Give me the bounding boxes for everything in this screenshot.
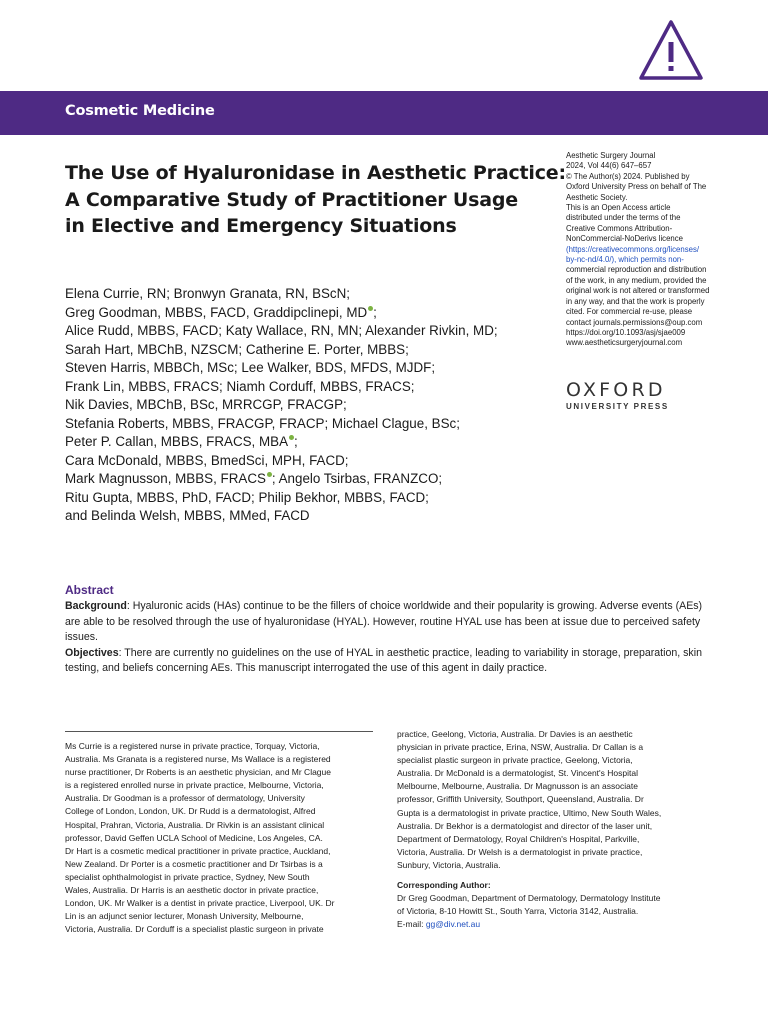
author-line: Peter P. Callan, MBBS, FRACS, MBA ;	[65, 434, 298, 449]
email-label: E-mail:	[397, 919, 426, 930]
background-text: : Hyaluronic acids (HAs) continue to be the fillers of choice worldwide and their popularity is growing. Adverse events (AEs) are able to be resolved through the use of hyaluronidase (HYAL). However, routine HYAL use has been at issue due to perceived safety issues.	[65, 600, 703, 644]
affiliation-line: physician in private practice, Erina, NSW, Australia. Dr Callan is a	[397, 742, 644, 753]
affiliation-line: Wales, Australia. Dr Harris is an aesthetic doctor in private practice,	[65, 885, 319, 896]
journal-info-line: © The Author(s) 2024. Published by	[566, 171, 690, 181]
corresponding-author-line: Dr Greg Goodman, Department of Dermatology, Dermatology Institute	[397, 893, 661, 904]
affiliation-line: professor, David Geffen UCLA School of Medicine, Los Angeles, CA.	[65, 832, 323, 843]
title-line: A Comparative Study of Practitioner Usage	[65, 188, 518, 211]
journal-website[interactable]: www.aestheticsurgeryjournal.com	[566, 338, 683, 348]
affiliation-line: Victoria, Australia. Dr Welsh is a dermatologist in private practice,	[397, 846, 643, 857]
affiliation-line: Dr Hart is a cosmetic medical practitioner in private practice, Auckland,	[65, 845, 331, 856]
journal-info-line: NonCommercial-NoDerivs licence	[566, 234, 683, 244]
journal-info-line: 2024, Vol 44(6) 647–657	[566, 161, 652, 171]
journal-info-line: cited. For commercial re-use, please	[566, 307, 693, 317]
background-label: Background	[65, 600, 127, 612]
doi-link[interactable]: https://doi.org/10.1093/asj/sjae009	[566, 327, 686, 337]
abstract-background	[65, 599, 705, 646]
journal-info-line: Aesthetic Society.	[566, 192, 628, 202]
affiliation-line: Australia. Dr Bekhor is a dermatologist and director of the laser unit,	[397, 820, 653, 831]
affiliation-line: practice, Geelong, Victoria, Australia. Dr Davies is an aesthetic	[397, 729, 633, 739]
affiliation-line: Melbourne, Melbourne, Australia. Dr Magnusson is an associate	[397, 781, 638, 792]
author-line: Stefania Roberts, MBBS, FRACGP, FRACP; Michael Clague, BSc;	[65, 415, 460, 431]
affiliation-line: Department of Dermatology, Royal Children's Hospital, Parkville,	[397, 833, 640, 844]
corresponding-author-line: of Victoria, 8-10 Howitt St., South Yarra, Victoria 3142, Australia.	[397, 906, 639, 917]
journal-info-line: Creative Commons Attribution-	[566, 223, 673, 233]
author-line: Cara McDonald, MBBS, BmedSci, MPH, FACD;	[65, 452, 349, 468]
author-line: Ritu Gupta, MBBS, PhD, FACD; Philip Bekhor, MBBS, FACD;	[65, 489, 429, 505]
article-title	[65, 160, 565, 240]
affiliation-line: is a registered enrolled nurse in private practice, Melbourne, Victoria,	[65, 780, 324, 791]
section-label: Cosmetic Medicine	[65, 103, 215, 119]
author-line: and Belinda Welsh, MBBS, MMed, FACD	[65, 508, 310, 523]
journal-info-line: distributed under the terms of the	[566, 213, 681, 223]
author-line: Steven Harris, MBBCh, MSc; Lee Walker, BDS, MFDS, MJDF;	[65, 360, 436, 375]
abstract-heading: Abstract	[65, 583, 114, 597]
affiliation-line: nurse practitioner, Dr Roberts is an aesthetic physician, and Mr Clague	[65, 767, 331, 778]
title-line: The Use of Hyaluronidase in Aesthetic Practice:	[65, 162, 566, 184]
affiliation-line: specialist ophthalmologist in private practice, Sydney, New South	[65, 871, 310, 882]
abstract-objectives	[65, 646, 705, 677]
journal-info-line: in any way, and that the work is properly	[566, 296, 705, 306]
author-line: Greg Goodman, MBBS, FACD, Graddipclinepi, MD ;	[65, 304, 377, 320]
objectives-text: : There are currently no guidelines on the use of HYAL in aesthetic practice, leading to variability in storage, preparation, skin testing, and beliefs concerning AEs. This manuscript interrogated the use of this agent in daily practice.	[65, 646, 702, 675]
author-line: Nik Davies, MBChB, BSc, MRRCGP, FRACGP;	[65, 397, 347, 412]
journal-info-line: This is an Open Access article	[566, 203, 671, 213]
affiliations-left	[65, 740, 380, 936]
corresponding-author-heading: Corresponding Author:	[397, 880, 491, 891]
affiliation-line: Gupta is a dermatologist in private practice, Ultimo, New South Wales,	[397, 807, 662, 818]
license-link[interactable]: (https://creativecommons.org/licenses/	[566, 244, 700, 254]
affiliation-line: College of London, London, UK. Dr Rudd is a dermatologist, Alfred	[65, 806, 316, 817]
author-list	[65, 285, 555, 526]
journal-info-line: contact journals.permissions@oup.com	[566, 317, 703, 327]
author-line: Alice Rudd, MBBS, FACD; Katy Wallace, RN, MN; Alexander Rivkin, MD;	[65, 323, 498, 338]
email-link[interactable]: gg@div.net.au	[425, 919, 481, 930]
warning-triangle-icon	[638, 18, 704, 82]
author-line: Elena Currie, RN; Bronwyn Granata, RN, BScN;	[65, 286, 351, 301]
affiliation-line: London, UK. Mr Walker is a dentist in private practice, Liverpool, UK. Dr	[65, 898, 335, 909]
abstract	[65, 583, 705, 677]
license-link[interactable]: by-nc-nd/4.0/), which permits non-	[566, 255, 684, 265]
affiliations-right	[397, 728, 712, 931]
title-line: in Elective and Emergency Situations	[65, 215, 457, 237]
email-line	[397, 918, 712, 931]
author-line: Frank Lin, MBBS, FRACS; Niamh Corduff, MBBS, FRACS;	[65, 378, 415, 394]
affiliation-line: professor, Griffith University, Southport, Queensland, Australia. Dr	[397, 794, 644, 805]
journal-info-line: Aesthetic Surgery Journal	[566, 151, 656, 160]
journal-info-line: commercial reproduction and distribution	[566, 265, 707, 275]
journal-info-line: original work is not altered or transformed	[566, 286, 710, 296]
publisher-logo	[566, 380, 669, 411]
affiliation-line: Australia. Ms Granata is a registered nurse, Ms Wallace is a registered	[65, 754, 331, 765]
affiliation-line: Ms Currie is a registered nurse in private practice, Torquay, Victoria,	[65, 741, 320, 751]
journal-info	[566, 151, 711, 349]
affiliation-line: Victoria, Australia. Dr Corduff is a specialist plastic surgeon in private	[65, 924, 324, 935]
affiliation-line: Sunbury, Victoria, Australia.	[397, 859, 501, 870]
affiliation-line: specialist plastic surgeon in private practice, Geelong, Victoria,	[397, 755, 633, 766]
affiliation-line: Hospital, Prahran, Victoria, Australia. Dr Rivkin is an assistant clinical	[65, 819, 325, 830]
objectives-label: Objectives	[65, 646, 119, 659]
author-line: Sarah Hart, MBChB, NZSCM; Catherine E. Porter, MBBS;	[65, 341, 409, 357]
publisher-logo-sub: UNIVERSITY PRESS	[566, 402, 669, 411]
journal-info-line: of the work, in any medium, provided the	[566, 275, 707, 285]
journal-info-line: Oxford University Press on behalf of The	[566, 182, 707, 192]
affiliation-line: Australia. Dr McDonald is a dermatologist, St. Vincent's Hospital	[397, 768, 638, 779]
section-banner	[0, 91, 768, 135]
affiliation-line: New Zealand. Dr Porter is a cosmetic practitioner and Dr Tsirbas is a	[65, 858, 323, 869]
affiliation-line: Australia. Dr Goodman is a professor of dermatology, University	[65, 793, 305, 804]
publisher-logo-name: OXFORD	[566, 379, 666, 401]
author-line: Mark Magnusson, MBBS, FRACS ; Angelo Tsirbas, FRANZCO;	[65, 471, 443, 486]
footnote-divider	[65, 731, 373, 732]
affiliation-line: Lin is an adjunct senior lecturer, Monash University, Melbourne,	[65, 911, 304, 922]
